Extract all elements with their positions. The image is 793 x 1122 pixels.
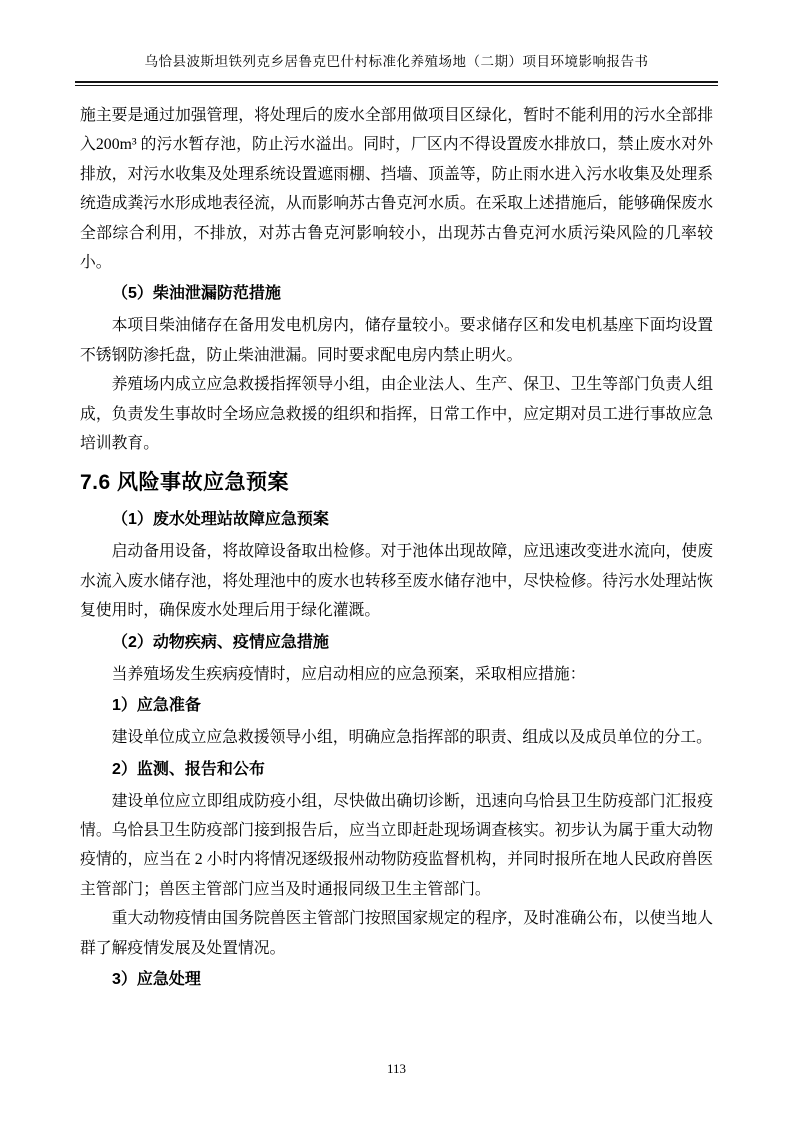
heading-diesel-leak-measures: （5）柴油泄漏防范措施 [112,285,281,303]
heading-emergency-handling: 3）应急处理 [112,970,201,988]
heading-monitoring-reporting: 2）监测、报告和公布 [112,760,265,778]
paragraph-backup-equipment: 启动备用设备，将故障设备取出检修。对于池体出现故障，应迅速改变进水流向，使废水流入废水储存池，将处理池中的废水也转移至废水储存池中，尽快检修。待污水处理站恢复使用时，确保废水处理后用于绿化灌溉。 [80,543,713,620]
heading-section-7-6: 7.6 风险事故应急预案 [80,471,290,495]
page-header [0,0,793,72]
paragraph-rescue-leadership: 养殖场内成立应急救援指挥领导小组，由企业法人、生产、保卫、卫生等部门负责人组成，负责发生事故时全场应急救援的组织和指挥，日常工作中，应定期对员工进行事故应急培训教育。 [80,376,713,453]
paragraph-epidemic-publication: 重大动物疫情由国务院兽医主管部门按照国家规定的程序，及时准确公布，以使当地人群了解疫情发展及处置情况。 [80,910,713,957]
paragraph-wastewater-continuation: 施主要是通过加强管理，将处理后的废水全部用做项目区绿化，暂时不能利用的污水全部排入200m³ 的污水暂存池，防止污水溢出。同时，厂区内不得设置废水排放口，禁止废水对外排放，对污水收集及处理系统设置遮雨棚、挡墙、顶盖等，防止雨水进入污水收集及处理系统造成粪污水形成地表径流，从而影响苏古鲁克河水质。在采取上述措施后，能够确保废水全部综合利用，不排放，对苏古鲁克河影响较小，出现苏古鲁克河水质污染风险的几率较小。 [80,107,713,272]
paragraph-diesel-storage: 本项目柴油储存在备用发电机房内，储存量较小。要求储存区和发电机基座下面均设置不锈钢防渗托盘，防止柴油泄漏。同时要求配电房内禁止明火。 [80,317,713,364]
page-number: 113 [386,1061,407,1076]
paragraph-epidemic-intro: 当养殖场发生疾病疫情时，应启动相应的应急预案，采取相应措施： [111,665,586,683]
heading-wastewater-station-plan: （1）废水处理站故障应急预案 [112,511,329,529]
document-body [0,86,793,995]
paragraph-emergency-preparation: 建设单位成立应急救援领导小组，明确应急指挥部的职责、组成以及成员单位的分工。 [111,729,712,747]
report-header-title: 乌恰县波斯坦铁列克乡居鲁克巴什村标准化养殖场地（二期）项目环境影响报告书 [144,54,649,69]
heading-animal-disease-measures: （2）动物疾病、疫情应急措施 [112,633,329,651]
page-footer [0,1060,793,1078]
paragraph-reporting-procedure: 建设单位应立即组成防疫小组，尽快做出确切诊断，迅速向乌恰县卫生防疫部门汇报疫情。乌恰县卫生防疫部门接到报告后，应当立即赶赴现场调查核实。初步认为属于重大动物疫情的，应当在 2 小时内将情况逐级报州动物防疫监督机构，并同时报所在地人民政府兽医主管部门；兽医主管部门应当及时通报同级卫生主管部门。 [80,792,713,898]
heading-emergency-preparation: 1）应急准备 [112,697,201,715]
